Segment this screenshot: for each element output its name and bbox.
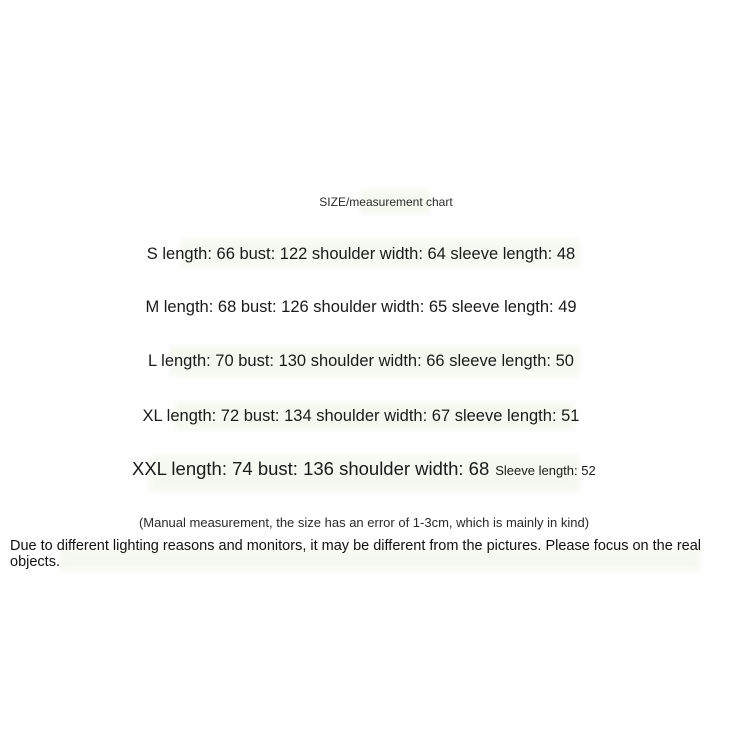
size-row-xl: XL length: 72 bust: 134 shoulder width: 67 sleeve length: 51 <box>142 407 580 425</box>
size-row-m: M length: 68 bust: 126 shoulder width: 65 sleeve length: 49 <box>145 298 577 316</box>
chart-title: SIZE/measurement chart <box>319 195 453 209</box>
size-row-xxl-sleeve: Sleeve length: 52 <box>495 463 596 478</box>
measurement-note: (Manual measurement, the size has an error of 1-3cm, which is mainly in kind) <box>138 515 590 530</box>
size-row-l: L length: 70 bust: 130 shoulder width: 66 sleeve length: 50 <box>148 352 574 370</box>
disclaimer-text: Due to different lighting reasons and monitors, it may be different from the pictures. Please focus on the real objects. <box>10 538 702 570</box>
size-row-s: S length: 66 bust: 122 shoulder width: 64 sleeve length: 48 <box>146 245 576 263</box>
size-row-xxl <box>132 460 596 479</box>
size-row-xxl-main: XXL length: 74 bust: 136 shoulder width: 68 <box>132 458 490 479</box>
